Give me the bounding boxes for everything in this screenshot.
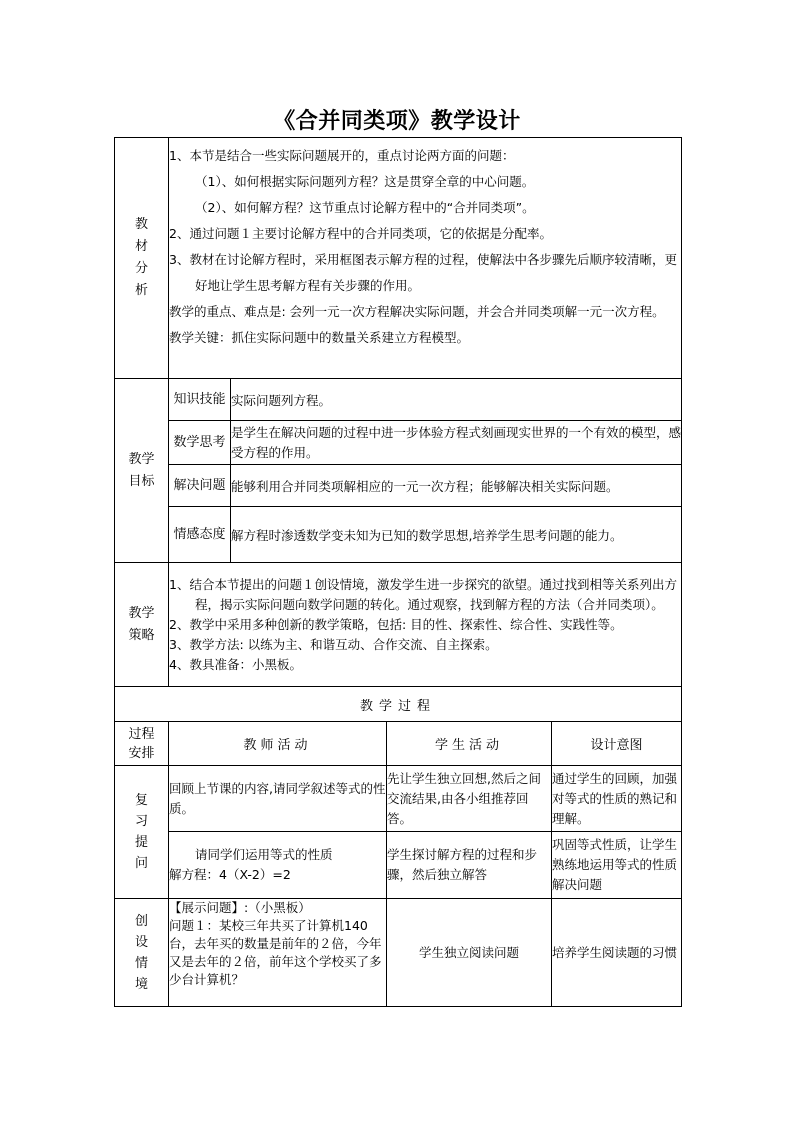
student-activity: 学生探讨解方程的过程和步骤，然后独立解答 — [387, 832, 552, 899]
analysis-line: （1）、如何根据实际问题列方程？这是贯穿全章的中心问题。 — [195, 174, 535, 189]
strategy-line: 3、教学方法: 以练为主、和谐互动、合作交流、自主探索。 — [169, 636, 498, 652]
strategy-row — [115, 563, 682, 687]
analysis-line: 1、本节是结合一些实际问题展开的，重点讨论两方面的问题： — [169, 148, 515, 163]
student-activity: 学生独立阅读问题 — [387, 899, 552, 1007]
objective-text: 实际问题列方程。 — [231, 379, 682, 421]
stage-review: 复习提问 — [115, 766, 169, 899]
design-intent: 培养学生阅读题的习惯 — [552, 899, 682, 1007]
process-column-headers — [115, 722, 682, 766]
process-row — [115, 832, 682, 899]
strategy-line: 4、教具准备：小黑板。 — [169, 656, 302, 672]
col-intent: 设计意图 — [552, 722, 682, 766]
objective-text: 解方程时渗透数学变未知为已知的数学思想,培养学生思考问题的能力。 — [231, 507, 682, 563]
student-activity: 先让学生独立回想,然后之间交流结果,由各小组推荐回答。 — [387, 766, 552, 832]
analysis-line: 教学关键：抓住实际问题中的数量关系建立方程模型。 — [169, 330, 470, 345]
design-intent: 巩固等式性质，让学生熟练地运用等式的性质解决问题 — [552, 832, 682, 899]
stage-situation: 创设情境 — [115, 899, 169, 1007]
process-header-row — [115, 687, 682, 722]
document-title: 《合并同类项》教学设计 — [273, 108, 521, 134]
objective-text: 是学生在解决问题的过程中进一步体验方程式刻画现实世界的一个有效的模型，感受方程的作用。 — [231, 421, 682, 465]
objective-name: 数学思考 — [169, 421, 231, 465]
objective-row — [115, 421, 682, 465]
objective-name: 知识技能 — [169, 379, 231, 421]
objective-text: 能够利用合并同类项解相应的一元一次方程；能够解决相关实际问题。 — [231, 465, 682, 507]
col-arrangement: 过程安排 — [115, 722, 169, 766]
analysis-line: 教学的重点、难点是: 会列一元一次方程解决实际问题，并会合并同类项解一元一次方程。 — [169, 304, 665, 319]
objective-name: 解决问题 — [169, 465, 231, 507]
process-row — [115, 899, 682, 1007]
objective-row — [115, 507, 682, 563]
analysis-line: 2、通过问题１主要讨论解方程中的合并同类项，它的依据是分配率。 — [169, 226, 552, 241]
strategy-label: 教学策略 — [115, 563, 169, 687]
process-header: 教学过程 — [115, 687, 682, 722]
col-teacher: 教师活动 — [169, 722, 387, 766]
analysis-content — [169, 138, 682, 379]
objective-row — [115, 465, 682, 507]
analysis-line: （2）、如何解方程？这节重点讨论解方程中的“合并同类项”。 — [195, 200, 535, 215]
design-intent: 通过学生的回顾，加强对等式的性质的熟记和理解。 — [552, 766, 682, 832]
strategy-line: 1、结合本节提出的问题１创设情境，激发学生进一步探究的欲望。通过找到相等关系列出方程，揭示实际问题向数学问题的转化。通过观察，找到解方程的方法（合并同类项）。 — [169, 576, 677, 612]
strategy-line: 2、教学中采用多种创新的教学策略，包括: 目的性、探索性、综合性、实践性等。 — [169, 616, 623, 632]
objectives-label: 教学目标 — [115, 379, 169, 563]
teacher-activity: 回顾上节课的内容,请同学叙述等式的性质。 — [169, 766, 387, 832]
col-student: 学生活动 — [387, 722, 552, 766]
teacher-activity: 【展示问题】:（小黑板） 问题１：某校三年共买了计算机140台，去年买的数量是前年的２倍，今年又是去年的２倍，前年这个学校买了多少台计算机？ — [169, 899, 387, 1007]
teacher-activity: 请同学们运用等式的性质 解方程：4（X-2）=2 — [169, 832, 387, 899]
analysis-row — [115, 138, 682, 379]
strategy-content — [169, 563, 682, 687]
analysis-line: 3、教材在讨论解方程时，采用框图表示解方程的过程，使解法中各步骤先后顺序较清晰，更好地让学生思考解方程有关步骤的作用。 — [169, 252, 677, 293]
lesson-plan-table — [114, 137, 682, 1007]
process-row — [115, 766, 682, 832]
objective-row — [115, 379, 682, 421]
analysis-label: 教 材 分 析 — [115, 138, 169, 379]
objective-name: 情感态度 — [169, 507, 231, 563]
